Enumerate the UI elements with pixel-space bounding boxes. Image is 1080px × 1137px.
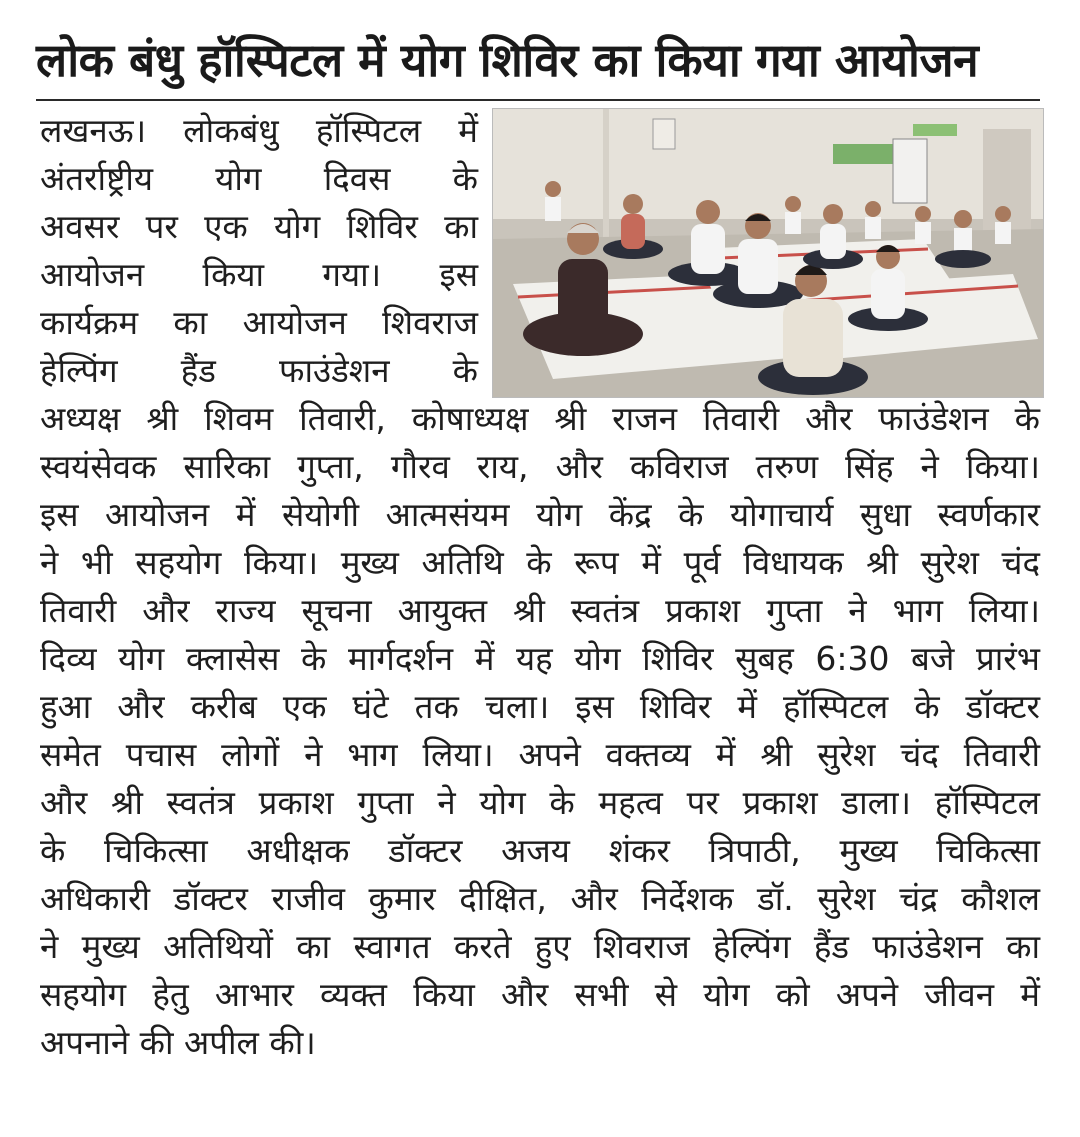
body-line: दिव्य योग क्लासेस के मार्गदर्शन में यह योग शिविर सुबह 6:30 बजे प्रारंभ [40,639,1040,678]
body-line: आयोजन किया गया। इस [40,255,478,294]
body-line: हुआ और करीब एक घंटे तक चला। इस शिविर में हॉस्पिटल के डॉक्टर [40,687,1040,726]
body-line: अधिकारी डॉक्टर राजीव कुमार दीक्षित, और निर्देशक डॉ. सुरेश चंद्र कौशल [40,879,1040,918]
body-line: अपनाने की अपील की। [40,1023,316,1062]
photo-illustration [493,109,1043,397]
body-line: अवसर पर एक योग शिविर का [40,207,478,246]
body-line: इस आयोजन में सेयोगी आत्मसंयम योग केंद्र के योगाचार्य सुधा स्वर्णकार [40,495,1040,534]
body-line: अध्यक्ष श्री शिवम तिवारी, कोषाध्यक्ष श्री राजन तिवारी और फाउंडेशन के [40,399,1040,438]
body-line: ने भी सहयोग किया। मुख्य अतिथि के रूप में पूर्व विधायक श्री सुरेश चंद [40,543,1040,582]
body-line: ने मुख्य अतिथियों का स्वागत करते हुए शिवराज हेल्पिंग हैंड फाउंडेशन का [40,927,1040,966]
yoga-session-photo [492,108,1044,398]
body-line: तिवारी और राज्य सूचना आयुक्त श्री स्वतंत्र प्रकाश गुप्ता ने भाग लिया। [40,591,1040,630]
body-line: अंतर्राष्ट्रीय योग दिवस के [40,159,478,198]
body-line: लखनऊ। लोकबंधु हॉस्पिटल में [40,111,478,150]
body-line: सहयोग हेतु आभार व्यक्त किया और सभी से योग को अपने जीवन में [40,975,1040,1014]
body-line: के चिकित्सा अधीक्षक डॉक्टर अजय शंकर त्रिपाठी, मुख्य चिकित्सा [40,831,1040,870]
body-line: हेल्पिंग हैंड फाउंडेशन के [40,351,478,390]
headline-rule [36,99,1040,101]
body-line: और श्री स्वतंत्र प्रकाश गुप्ता ने योग के महत्व पर प्रकाश डाला। हॉस्पिटल [40,783,1040,822]
headline: लोक बंधु हॉस्पिटल में योग शिविर का किया गया आयोजन [36,33,979,87]
body-line: स्वयंसेवक सारिका गुप्ता, गौरव राय, और कविराज तरुण सिंह ने किया। [40,447,1040,486]
body-line: कार्यक्रम का आयोजन शिवराज [40,303,478,342]
body-line: समेत पचास लोगों ने भाग लिया। अपने वक्तव्य में श्री सुरेश चंद तिवारी [40,735,1040,774]
